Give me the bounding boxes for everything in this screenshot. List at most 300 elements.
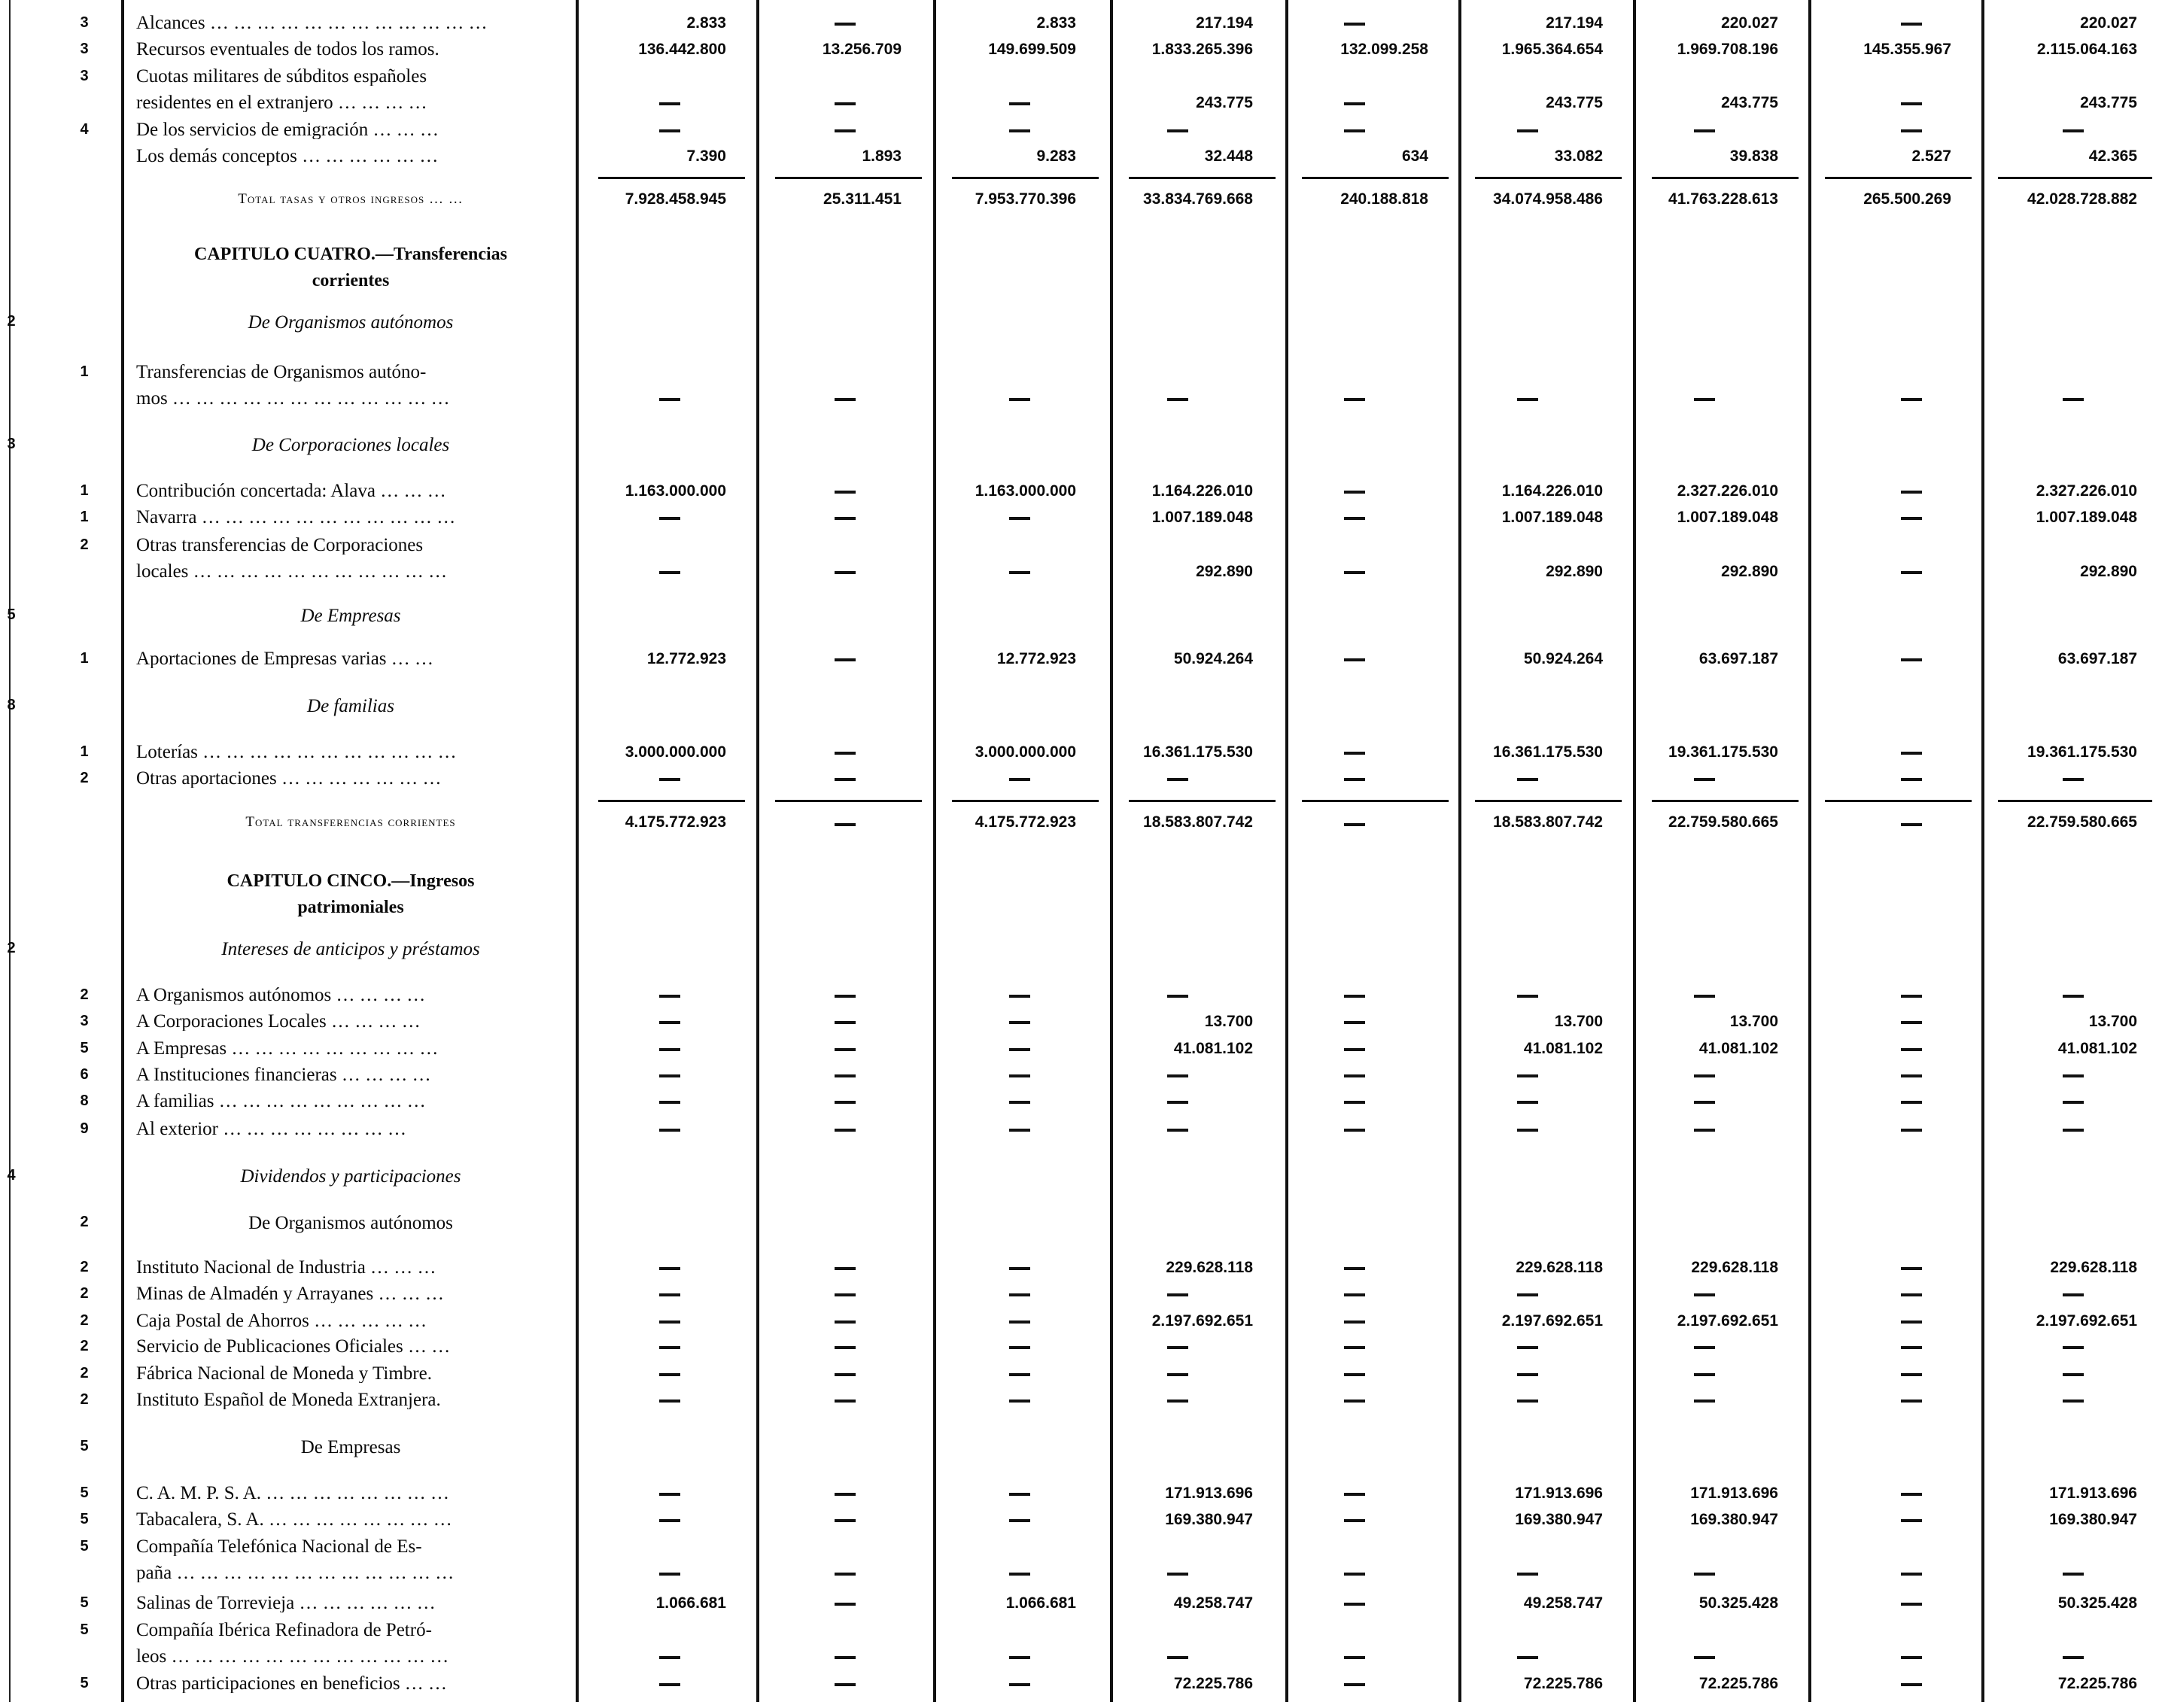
nil-dash (1901, 823, 1922, 826)
nil-dash (1517, 1346, 1538, 1349)
nil-dash (1901, 102, 1922, 105)
total-amount: 240.188.818 (1340, 190, 1428, 208)
amount-cell: 1.893 (862, 147, 902, 165)
row-code: 3 (80, 1013, 89, 1029)
amount-cell: 2.327.226.010 (2036, 482, 2137, 500)
amount-cell: 72.225.786 (1173, 1675, 1253, 1692)
row-code: 5 (80, 1621, 89, 1638)
amount-cell: 169.380.947 (2049, 1511, 2137, 1528)
row-code: 6 (80, 1066, 89, 1083)
sum-rule (1302, 177, 1449, 179)
nil-dash (835, 1493, 856, 1496)
nil-dash (1009, 571, 1030, 574)
sum-rule (1475, 800, 1622, 802)
nil-dash (1009, 1293, 1030, 1296)
nil-dash (659, 398, 680, 401)
amount-cell: 16.361.175.530 (1493, 743, 1603, 761)
sum-rule (1129, 800, 1276, 802)
nil-dash (1901, 1074, 1922, 1077)
amount-cell: 19.361.175.530 (1668, 743, 1778, 761)
nil-dash (1694, 1373, 1715, 1376)
nil-dash (1517, 1656, 1538, 1659)
row-code: 2 (80, 1285, 89, 1302)
nil-dash (1344, 1048, 1365, 1051)
amount-cell: 169.380.947 (1515, 1511, 1603, 1528)
nil-dash (2063, 398, 2084, 401)
amount-cell: 292.890 (1196, 563, 1253, 580)
amount-cell: 41.081.102 (1698, 1040, 1778, 1057)
amount-cell: 3.000.000.000 (625, 743, 726, 761)
nil-dash (1517, 1573, 1538, 1576)
nil-dash (1009, 102, 1030, 105)
nil-dash (1167, 129, 1188, 132)
amount-cell: 50.325.428 (2057, 1594, 2137, 1612)
total-amount: 42.028.728.882 (2027, 190, 2137, 208)
nil-dash (1901, 752, 1922, 755)
amount-cell: 132.099.258 (1340, 41, 1428, 58)
nil-dash (659, 778, 680, 781)
nil-dash (1344, 995, 1365, 998)
concept-label: locales … … … … … … … … … … … (136, 562, 448, 581)
amount-cell: 2.833 (686, 14, 726, 32)
section-heading: Intereses de anticipos y préstamos (221, 939, 480, 959)
nil-dash (835, 571, 856, 574)
amount-cell: 243.775 (1196, 94, 1253, 111)
concept-label: Los demás conceptos … … … … … … (136, 147, 439, 166)
total-label: Total transferencias corrientes (245, 814, 456, 830)
amount-cell: 50.325.428 (1698, 1594, 1778, 1612)
nil-dash (1344, 1321, 1365, 1324)
nil-dash (659, 129, 680, 132)
nil-dash (659, 571, 680, 574)
amount-cell: 2.327.226.010 (1677, 482, 1778, 500)
amount-cell: 32.448 (1204, 147, 1253, 165)
amount-cell: 217.194 (1196, 14, 1253, 32)
nil-dash (1344, 102, 1365, 105)
nil-dash (1694, 1573, 1715, 1576)
amount-cell: 41.081.102 (2057, 1040, 2137, 1057)
concept-label: De los servicios de emigración … … … (136, 120, 439, 139)
nil-dash (2063, 1129, 2084, 1132)
nil-dash (1344, 1129, 1365, 1132)
nil-dash (1517, 1373, 1538, 1376)
sum-rule (1129, 177, 1276, 179)
nil-dash (1009, 1101, 1030, 1104)
nil-dash (1009, 129, 1030, 132)
section-code: 4 (7, 1167, 16, 1184)
nil-dash (659, 1400, 680, 1403)
nil-dash (835, 1603, 856, 1606)
rule-col-4 (1285, 0, 1288, 1702)
nil-dash (1344, 778, 1365, 781)
nil-dash (1694, 398, 1715, 401)
row-code: 2 (80, 1338, 89, 1354)
concept-label: Contribución concertada: Alava … … … (136, 482, 446, 500)
nil-dash (1167, 1656, 1188, 1659)
total-amount: 41.763.228.613 (1668, 190, 1778, 208)
nil-dash (1009, 778, 1030, 781)
row-code: 2 (80, 1259, 89, 1275)
concept-label: A familias … … … … … … … … … (136, 1092, 426, 1111)
row-code: 2 (80, 1312, 89, 1329)
nil-dash (1344, 1683, 1365, 1686)
concept-label: Compañía Ibérica Refinadora de Petró- (136, 1621, 432, 1640)
nil-dash (1009, 1656, 1030, 1659)
nil-dash (1694, 1074, 1715, 1077)
rule-left (9, 0, 11, 1702)
sum-rule (1825, 177, 1972, 179)
sum-rule (1302, 800, 1449, 802)
nil-dash (835, 1048, 856, 1051)
nil-dash (1167, 1293, 1188, 1296)
total-amount: 18.583.807.742 (1143, 813, 1253, 831)
amount-cell: 145.355.967 (1863, 41, 1951, 58)
row-code: 5 (80, 1040, 89, 1056)
nil-dash (1344, 658, 1365, 661)
concept-label: Aportaciones de Empresas varias … … (136, 649, 434, 668)
nil-dash (2063, 995, 2084, 998)
nil-dash (659, 1373, 680, 1376)
rule-col-2 (933, 0, 936, 1702)
amount-cell: 1.163.000.000 (625, 482, 726, 500)
amount-cell: 13.700 (1554, 1013, 1603, 1030)
amount-cell: 1.007.189.048 (1151, 509, 1253, 526)
nil-dash (835, 823, 856, 826)
nil-dash (2063, 778, 2084, 781)
amount-cell: 220.027 (1721, 14, 1778, 32)
amount-cell: 243.775 (2080, 94, 2137, 111)
row-code: 5 (80, 1511, 89, 1527)
row-code: 3 (80, 14, 89, 31)
nil-dash (1517, 778, 1538, 781)
concept-label: Instituto Nacional de Industria … … … (136, 1258, 436, 1277)
rule-col-5 (1458, 0, 1461, 1702)
nil-dash (1694, 129, 1715, 132)
nil-dash (1167, 398, 1188, 401)
nil-dash (1167, 1400, 1188, 1403)
amount-cell: 229.628.118 (1691, 1259, 1778, 1276)
row-code: 8 (80, 1093, 89, 1109)
amount-cell: 72.225.786 (1698, 1675, 1778, 1692)
nil-dash (835, 778, 856, 781)
nil-dash (835, 1656, 856, 1659)
row-code: 2 (80, 770, 89, 786)
nil-dash (1344, 1519, 1365, 1522)
rule-after-codes (121, 0, 124, 1702)
nil-dash (1009, 1074, 1030, 1077)
nil-dash (1901, 778, 1922, 781)
amount-cell: 1.969.708.196 (1677, 41, 1778, 58)
nil-dash (1167, 1074, 1188, 1077)
nil-dash (2063, 1101, 2084, 1104)
nil-dash (659, 1074, 680, 1077)
row-code: 3 (80, 68, 89, 84)
row-code: 1 (80, 509, 89, 525)
total-amount: 25.311.451 (823, 190, 902, 208)
amount-cell: 12.772.923 (996, 650, 1076, 667)
rule-col-3 (1110, 0, 1113, 1702)
nil-dash (1517, 1074, 1538, 1077)
nil-dash (659, 1573, 680, 1576)
rule-col-7 (1808, 0, 1811, 1702)
nil-dash (1901, 1321, 1922, 1324)
nil-dash (1901, 1129, 1922, 1132)
nil-dash (659, 1129, 680, 1132)
section-heading: De Empresas (300, 1437, 401, 1457)
nil-dash (1901, 995, 1922, 998)
nil-dash (1517, 1101, 1538, 1104)
total-amount: 4.175.772.923 (625, 813, 726, 831)
nil-dash (835, 1321, 856, 1324)
amount-cell: 229.628.118 (1516, 1259, 1603, 1276)
total-amount: 22.759.580.665 (1668, 813, 1778, 831)
amount-cell: 72.225.786 (1523, 1675, 1603, 1692)
nil-dash (659, 1346, 680, 1349)
amount-cell: 42.365 (2088, 147, 2137, 165)
nil-dash (835, 1346, 856, 1349)
nil-dash (1344, 1493, 1365, 1496)
nil-dash (659, 517, 680, 520)
total-amount: 18.583.807.742 (1493, 813, 1603, 831)
nil-dash (1167, 1129, 1188, 1132)
amount-cell: 33.082 (1554, 147, 1603, 165)
nil-dash (1901, 658, 1922, 661)
concept-label: A Instituciones financieras … … … … (136, 1065, 431, 1084)
amount-cell: 13.700 (2088, 1013, 2137, 1030)
total-amount: 33.834.769.668 (1143, 190, 1253, 208)
amount-cell: 1.965.364.654 (1501, 41, 1603, 58)
amount-cell: 1.066.681 (655, 1594, 726, 1612)
amount-cell: 171.913.696 (1515, 1485, 1603, 1502)
nil-dash (1901, 517, 1922, 520)
nil-dash (659, 1493, 680, 1496)
total-amount: 7.928.458.945 (625, 190, 726, 208)
nil-dash (1344, 1573, 1365, 1576)
nil-dash (1344, 23, 1365, 26)
concept-label: Alcances … … … … … … … … … … … … (136, 14, 488, 32)
total-amount: 34.074.958.486 (1493, 190, 1603, 208)
nil-dash (1167, 1101, 1188, 1104)
nil-dash (1694, 1101, 1715, 1104)
concept-label: Cuotas militares de súbditos españoles (136, 67, 427, 86)
amount-cell: 1.164.226.010 (1501, 482, 1603, 500)
nil-dash (835, 1519, 856, 1522)
amount-cell: 50.924.264 (1523, 650, 1603, 667)
nil-dash (1694, 995, 1715, 998)
amount-cell: 169.380.947 (1690, 1511, 1778, 1528)
amount-cell: 1.007.189.048 (1677, 509, 1778, 526)
section-code: 2 (7, 940, 16, 956)
nil-dash (835, 1683, 856, 1686)
amount-cell: 229.628.118 (1166, 1259, 1253, 1276)
section-heading: Dividendos y participaciones (240, 1166, 461, 1187)
nil-dash (835, 1267, 856, 1270)
concept-label: Fábrica Nacional de Moneda y Timbre. (136, 1364, 432, 1383)
nil-dash (1901, 1101, 1922, 1104)
nil-dash (659, 995, 680, 998)
amount-cell: 1.007.189.048 (1501, 509, 1603, 526)
amount-cell: 171.913.696 (1165, 1485, 1253, 1502)
nil-dash (1901, 1603, 1922, 1606)
concept-label: Minas de Almadén y Arrayanes … … … (136, 1284, 444, 1303)
nil-dash (2063, 1074, 2084, 1077)
nil-dash (1009, 1683, 1030, 1686)
section-heading: De Empresas (300, 606, 401, 626)
concept-label: Otras participaciones en beneficios … … (136, 1674, 448, 1693)
nil-dash (659, 1048, 680, 1051)
nil-dash (659, 1293, 680, 1296)
sum-rule (952, 177, 1099, 179)
amount-cell: 149.699.509 (988, 41, 1076, 58)
nil-dash (1901, 1683, 1922, 1686)
amount-cell: 63.697.187 (1698, 650, 1778, 667)
nil-dash (1694, 1656, 1715, 1659)
amount-cell: 2.833 (1036, 14, 1076, 32)
nil-dash (1344, 571, 1365, 574)
nil-dash (1901, 1519, 1922, 1522)
nil-dash (1344, 1346, 1365, 1349)
nil-dash (1009, 1321, 1030, 1324)
amount-cell: 1.833.265.396 (1151, 41, 1253, 58)
row-code: 1 (80, 743, 89, 760)
nil-dash (1694, 1400, 1715, 1403)
amount-cell: 39.838 (1729, 147, 1778, 165)
section-code: 5 (80, 1438, 89, 1454)
nil-dash (2063, 1400, 2084, 1403)
amount-cell: 12.772.923 (646, 650, 726, 667)
nil-dash (835, 1101, 856, 1104)
nil-dash (1009, 995, 1030, 998)
nil-dash (1009, 1519, 1030, 1522)
amount-cell: 72.225.786 (2057, 1675, 2137, 1692)
amount-cell: 1.066.681 (1005, 1594, 1076, 1612)
section-heading: De Organismos autónomos (248, 312, 454, 333)
row-code: 1 (80, 650, 89, 667)
total-amount: 265.500.269 (1863, 190, 1951, 208)
nil-dash (1344, 1656, 1365, 1659)
nil-dash (659, 1321, 680, 1324)
nil-dash (1009, 1573, 1030, 1576)
nil-dash (659, 1656, 680, 1659)
concept-label: Servicio de Publicaciones Oficiales … … (136, 1337, 451, 1356)
amount-cell: 171.913.696 (2049, 1485, 2137, 1502)
nil-dash (835, 491, 856, 494)
concept-label: Salinas de Torrevieja … … … … … … (136, 1594, 436, 1612)
amount-cell: 2.197.692.651 (2036, 1312, 2137, 1330)
nil-dash (835, 517, 856, 520)
nil-dash (835, 1293, 856, 1296)
section-heading: De Corporaciones locales (251, 435, 450, 455)
section-heading: De Organismos autónomos (248, 1213, 453, 1233)
nil-dash (835, 1021, 856, 1024)
nil-dash (1009, 398, 1030, 401)
nil-dash (835, 752, 856, 755)
nil-dash (2063, 1656, 2084, 1659)
nil-dash (1901, 129, 1922, 132)
nil-dash (1517, 995, 1538, 998)
nil-dash (1344, 1373, 1365, 1376)
row-code: 3 (80, 41, 89, 57)
sum-rule (598, 800, 745, 802)
nil-dash (1344, 517, 1365, 520)
amount-cell: 41.081.102 (1173, 1040, 1253, 1057)
nil-dash (1167, 778, 1188, 781)
nil-dash (1344, 398, 1365, 401)
rule-col-8 (1981, 0, 1984, 1702)
concept-label: Otras transferencias de Corporaciones (136, 536, 424, 555)
concept-label: A Organismos autónomos … … … … (136, 986, 426, 1004)
nil-dash (1167, 1346, 1188, 1349)
nil-dash (1009, 1373, 1030, 1376)
concept-label: Instituto Español de Moneda Extranjera. (136, 1390, 441, 1409)
nil-dash (1901, 1021, 1922, 1024)
amount-cell: 41.081.102 (1523, 1040, 1603, 1057)
amount-cell: 13.700 (1204, 1013, 1253, 1030)
nil-dash (1009, 517, 1030, 520)
total-amount: 22.759.580.665 (2027, 813, 2137, 831)
row-code: 2 (80, 536, 89, 553)
nil-dash (1167, 995, 1188, 998)
nil-dash (1901, 1573, 1922, 1576)
concept-label: leos … … … … … … … … … … … … (136, 1647, 449, 1666)
concept-label: mos … … … … … … … … … … … … (136, 389, 450, 408)
concept-label: Caja Postal de Ahorros … … … … … (136, 1311, 427, 1330)
nil-dash (1694, 1293, 1715, 1296)
amount-cell: 292.890 (1721, 563, 1778, 580)
nil-dash (2063, 1373, 2084, 1376)
amount-cell: 1.007.189.048 (2036, 509, 2137, 526)
nil-dash (835, 398, 856, 401)
row-code: 1 (80, 482, 89, 499)
amount-cell: 63.697.187 (2057, 650, 2137, 667)
nil-dash (1517, 1129, 1538, 1132)
nil-dash (659, 1101, 680, 1104)
concept-label: A Corporaciones Locales … … … … (136, 1012, 421, 1031)
nil-dash (2063, 1346, 2084, 1349)
amount-cell: 7.390 (686, 147, 726, 165)
concept-label: C. A. M. P. S. A. … … … … … … … … (136, 1484, 450, 1503)
amount-cell: 19.361.175.530 (2027, 743, 2137, 761)
nil-dash (835, 23, 856, 26)
row-code: 5 (80, 1485, 89, 1501)
nil-dash (1344, 491, 1365, 494)
amount-cell: 2.197.692.651 (1677, 1312, 1778, 1330)
sum-rule (1825, 800, 1972, 802)
row-code: 9 (80, 1120, 89, 1137)
chapter-heading: CAPITULO CUATRO.—Transferencias (194, 245, 507, 264)
total-amount: 7.953.770.396 (975, 190, 1076, 208)
total-amount: 4.175.772.923 (975, 813, 1076, 831)
nil-dash (1901, 1656, 1922, 1659)
nil-dash (1344, 823, 1365, 826)
sum-rule (1998, 177, 2152, 179)
chapter-heading: corrientes (312, 271, 390, 290)
amount-cell: 1.163.000.000 (975, 482, 1076, 500)
concept-label: Transferencias de Organismos autóno- (136, 363, 427, 381)
section-code: 8 (7, 697, 16, 713)
nil-dash (1344, 1603, 1365, 1606)
nil-dash (835, 129, 856, 132)
nil-dash (1009, 1048, 1030, 1051)
concept-label: Al exterior … … … … … … … … (136, 1120, 406, 1138)
rule-col-6 (1633, 0, 1636, 1702)
amount-cell: 634 (1401, 147, 1428, 165)
amount-cell: 2.197.692.651 (1151, 1312, 1253, 1330)
nil-dash (1344, 129, 1365, 132)
amount-cell: 3.000.000.000 (975, 743, 1076, 761)
nil-dash (1009, 1129, 1030, 1132)
amount-cell: 49.258.747 (1523, 1594, 1603, 1612)
